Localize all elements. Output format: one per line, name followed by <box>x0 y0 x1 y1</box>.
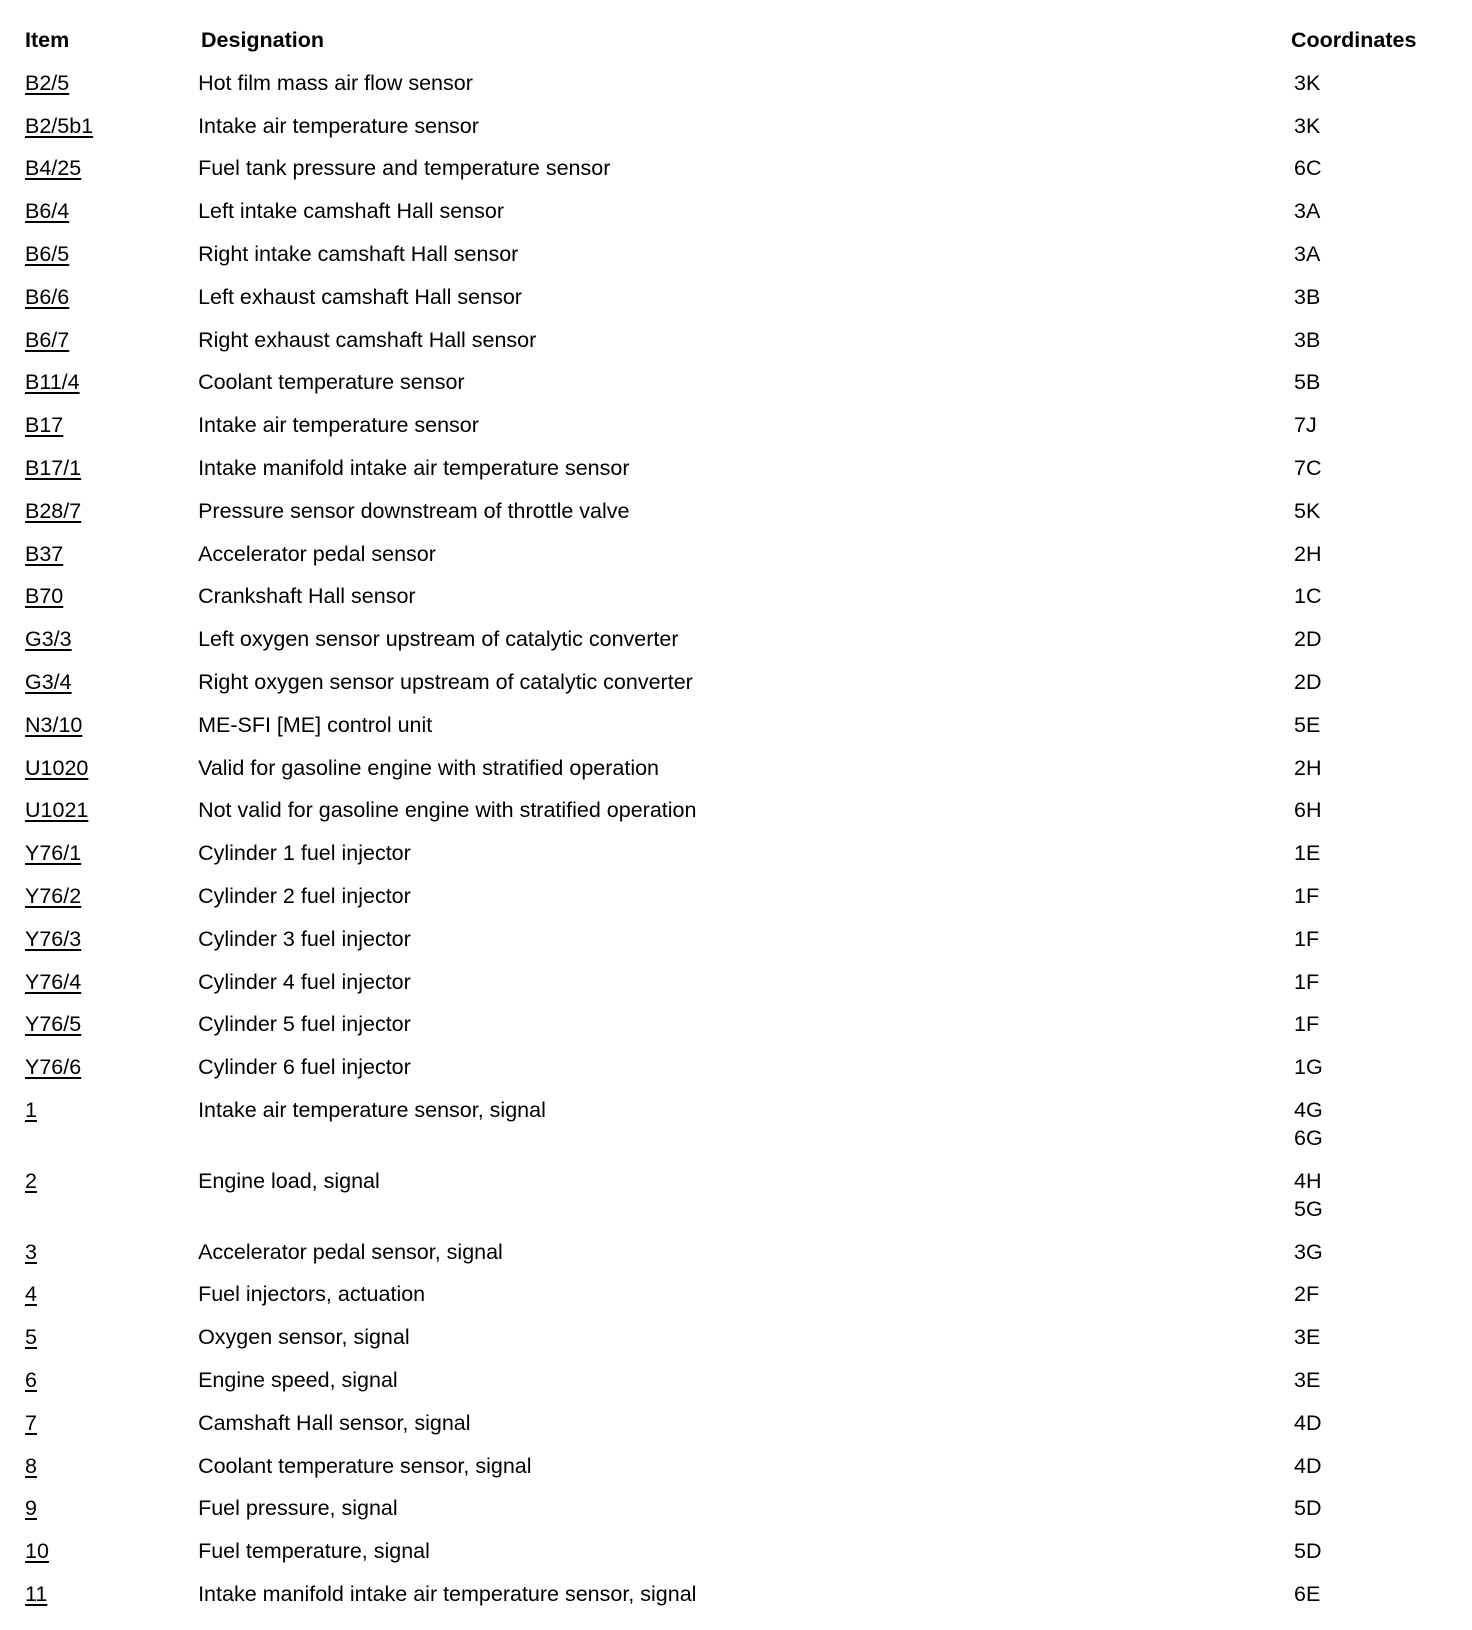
item-link[interactable]: N3/10 <box>25 712 83 737</box>
designation-cell: ME-SFI [ME] control unit <box>198 712 433 737</box>
item-link[interactable]: B28/7 <box>25 498 82 523</box>
designation-cell: Left exhaust camshaft Hall sensor <box>198 284 522 309</box>
table-row <box>0 1494 1472 1537</box>
item-link[interactable]: 1 <box>25 1097 37 1122</box>
coordinates-cell <box>1270 411 1472 439</box>
designation-cell: Intake air temperature sensor <box>198 413 479 438</box>
coordinates-cell <box>1270 1452 1472 1480</box>
coordinates-cell <box>1270 1494 1472 1522</box>
item-cell <box>0 1280 198 1308</box>
table-row <box>0 839 1472 882</box>
table-row <box>0 326 1472 369</box>
item-link[interactable]: Y76/3 <box>25 926 82 951</box>
coordinate-value: 4G <box>1294 1097 1323 1122</box>
designation-cell: Cylinder 2 fuel injector <box>198 883 411 908</box>
item-cell <box>0 1452 198 1480</box>
item-link[interactable]: U1021 <box>25 798 89 823</box>
item-link[interactable]: Y76/5 <box>25 1012 82 1037</box>
item-link[interactable]: U1020 <box>25 755 89 780</box>
item-cell <box>0 454 198 482</box>
item-link[interactable]: B70 <box>25 584 64 609</box>
table-row <box>0 1280 1472 1323</box>
coordinate-value: 2D <box>1294 669 1322 694</box>
designation-cell: Fuel tank pressure and temperature sensor <box>198 156 611 181</box>
table-row <box>0 240 1472 283</box>
coordinate-value: 2H <box>1294 541 1322 566</box>
coordinate-value: 5G <box>1294 1196 1323 1221</box>
item-cell <box>0 796 198 824</box>
table-row <box>0 197 1472 240</box>
item-cell <box>0 540 198 568</box>
legend-table <box>0 26 1472 1623</box>
coordinate-value: 2H <box>1294 755 1322 780</box>
item-link[interactable]: 7 <box>25 1410 37 1435</box>
table-row <box>0 925 1472 968</box>
designation-cell: Intake manifold intake air temperature sensor, signal <box>198 1581 697 1606</box>
table-row <box>0 754 1472 797</box>
item-cell <box>0 1366 198 1394</box>
table-row <box>0 1053 1472 1096</box>
coordinate-value: 6C <box>1294 156 1322 181</box>
item-cell <box>0 69 198 97</box>
item-link[interactable]: 8 <box>25 1453 37 1478</box>
coordinate-value: 2F <box>1294 1282 1320 1307</box>
coordinates-cell <box>1270 454 1472 482</box>
coordinate-value: 1C <box>1294 584 1322 609</box>
table-row <box>0 1323 1472 1366</box>
coordinates-cell <box>1270 796 1472 824</box>
header-designation: Designation <box>201 28 325 52</box>
item-link[interactable]: Y76/2 <box>25 883 82 908</box>
designation-cell: Not valid for gasoline engine with stratified operation <box>198 798 697 823</box>
table-row <box>0 711 1472 754</box>
designation-cell: Cylinder 3 fuel injector <box>198 926 411 951</box>
designation-cell: Fuel injectors, actuation <box>198 1282 426 1307</box>
designation-cell: Left intake camshaft Hall sensor <box>198 199 505 224</box>
coordinate-value: 1F <box>1294 1012 1320 1037</box>
item-cell <box>0 1580 198 1608</box>
item-cell <box>0 326 198 354</box>
item-cell <box>0 925 198 953</box>
item-cell <box>0 582 198 610</box>
table-row <box>0 454 1472 497</box>
designation-cell: Hot film mass air flow sensor <box>198 70 473 95</box>
coordinates-cell <box>1270 112 1472 140</box>
item-link[interactable]: B17/1 <box>25 455 82 480</box>
item-cell <box>0 283 198 311</box>
coordinates-cell <box>1270 283 1472 311</box>
designation-cell: Right oxygen sensor upstream of catalytic converter <box>198 669 693 694</box>
item-cell <box>0 1323 198 1351</box>
coordinate-value: 5D <box>1294 1496 1322 1521</box>
item-link[interactable]: Y76/4 <box>25 969 82 994</box>
item-link[interactable]: B6/5 <box>25 241 70 266</box>
item-link[interactable]: Y76/6 <box>25 1055 82 1080</box>
designation-cell: Right intake camshaft Hall sensor <box>198 241 519 266</box>
item-link[interactable]: Y76/1 <box>25 841 82 866</box>
coordinate-value: 2D <box>1294 627 1322 652</box>
coordinate-value: 5D <box>1294 1539 1322 1564</box>
table-row <box>0 1010 1472 1053</box>
item-link[interactable]: B6/6 <box>25 284 70 309</box>
item-link[interactable]: G3/4 <box>25 669 72 694</box>
designation-cell: Accelerator pedal sensor <box>198 541 436 566</box>
designation-cell: Intake air temperature sensor <box>198 113 479 138</box>
coordinates-cell <box>1270 1580 1472 1608</box>
coordinate-value: 6E <box>1294 1581 1321 1606</box>
table-header <box>0 26 1472 69</box>
coordinate-value: 1E <box>1294 841 1321 866</box>
coordinate-value: 3K <box>1294 113 1321 138</box>
item-cell <box>0 968 198 996</box>
table-row <box>0 668 1472 711</box>
coordinate-value: 4D <box>1294 1453 1322 1478</box>
designation-cell: Fuel pressure, signal <box>198 1496 398 1521</box>
coordinates-cell <box>1270 69 1472 97</box>
item-cell <box>0 711 198 739</box>
coordinate-value: 3E <box>1294 1325 1321 1350</box>
table-row <box>0 368 1472 411</box>
table-row <box>0 1409 1472 1452</box>
coordinate-value: 1F <box>1294 883 1320 908</box>
designation-cell: Engine load, signal <box>198 1168 380 1193</box>
item-link[interactable]: 6 <box>25 1367 37 1392</box>
designation-cell: Cylinder 6 fuel injector <box>198 1055 411 1080</box>
designation-cell: Right exhaust camshaft Hall sensor <box>198 327 537 352</box>
table-row <box>0 1238 1472 1281</box>
item-cell <box>0 154 198 182</box>
table-row <box>0 69 1472 112</box>
table-row <box>0 1537 1472 1580</box>
item-cell <box>0 497 198 525</box>
coordinate-value: 5E <box>1294 712 1321 737</box>
item-link[interactable]: 11 <box>25 1581 48 1606</box>
item-cell <box>0 839 198 867</box>
table-row <box>0 968 1472 1011</box>
item-cell <box>0 1494 198 1522</box>
item-link[interactable]: B6/7 <box>25 327 70 352</box>
item-cell <box>0 625 198 653</box>
designation-cell: Fuel temperature, signal <box>198 1539 430 1564</box>
item-cell <box>0 112 198 140</box>
coordinate-value: 7J <box>1294 413 1317 438</box>
coordinates-cell <box>1270 497 1472 525</box>
item-link[interactable]: B4/25 <box>25 156 82 181</box>
item-cell <box>0 240 198 268</box>
item-cell <box>0 1537 198 1565</box>
item-cell <box>0 668 198 696</box>
item-link[interactable]: G3/3 <box>25 627 72 652</box>
item-cell <box>0 1010 198 1038</box>
coordinates-cell <box>1270 1096 1472 1152</box>
coordinate-value: 6G <box>1294 1125 1323 1150</box>
designation-cell: Oxygen sensor, signal <box>198 1325 410 1350</box>
table-body <box>0 69 1472 1623</box>
coordinates-cell <box>1270 540 1472 568</box>
item-cell <box>0 1167 198 1223</box>
coordinate-value: 5K <box>1294 498 1321 523</box>
coordinate-value: 4H <box>1294 1168 1322 1193</box>
coordinates-cell <box>1270 968 1472 996</box>
coordinates-cell <box>1270 1323 1472 1351</box>
item-cell <box>0 1409 198 1437</box>
coordinate-value: 3K <box>1294 70 1321 95</box>
table-row <box>0 154 1472 197</box>
designation-cell: Intake manifold intake air temperature sensor <box>198 455 630 480</box>
coordinates-cell <box>1270 925 1472 953</box>
item-cell <box>0 754 198 782</box>
table-row <box>0 882 1472 925</box>
item-link[interactable]: B37 <box>25 541 64 566</box>
coordinate-value: 1F <box>1294 969 1320 994</box>
designation-cell: Coolant temperature sensor <box>198 370 465 395</box>
designation-cell: Left oxygen sensor upstream of catalytic converter <box>198 627 679 652</box>
coordinate-value: 7C <box>1294 455 1322 480</box>
table-row <box>0 283 1472 326</box>
item-link[interactable]: 2 <box>25 1168 37 1193</box>
coordinate-value: 1F <box>1294 926 1320 951</box>
table-row <box>0 1096 1472 1167</box>
item-link[interactable]: 3 <box>25 1239 37 1264</box>
coordinate-value: 3E <box>1294 1367 1321 1392</box>
item-cell <box>0 197 198 225</box>
coordinates-cell <box>1270 1537 1472 1565</box>
coordinates-cell <box>1270 1280 1472 1308</box>
header-item: Item <box>25 28 70 52</box>
coordinate-value: 6H <box>1294 798 1322 823</box>
header-coordinates: Coordinates <box>1291 28 1417 52</box>
table-row <box>0 540 1472 583</box>
table-row <box>0 411 1472 454</box>
item-link[interactable]: B11/4 <box>25 370 80 395</box>
coordinates-cell <box>1270 839 1472 867</box>
designation-cell: Coolant temperature sensor, signal <box>198 1453 532 1478</box>
item-cell <box>0 411 198 439</box>
coordinates-cell <box>1270 668 1472 696</box>
table-row <box>0 497 1472 540</box>
coordinates-cell <box>1270 326 1472 354</box>
coordinates-cell <box>1270 1366 1472 1394</box>
table-row <box>0 625 1472 668</box>
designation-cell: Cylinder 5 fuel injector <box>198 1012 411 1037</box>
item-cell <box>0 1053 198 1081</box>
coordinates-cell <box>1270 582 1472 610</box>
item-link[interactable]: B2/5 <box>25 70 70 95</box>
coordinates-cell <box>1270 754 1472 782</box>
table-row <box>0 1366 1472 1409</box>
coordinates-cell <box>1270 1010 1472 1038</box>
coordinates-cell <box>1270 1053 1472 1081</box>
item-link[interactable]: 10 <box>25 1539 49 1564</box>
item-cell <box>0 1096 198 1152</box>
item-cell <box>0 882 198 910</box>
table-row <box>0 1580 1472 1623</box>
coordinates-cell <box>1270 1238 1472 1266</box>
designation-cell: Engine speed, signal <box>198 1367 398 1392</box>
coordinate-value: 3A <box>1294 199 1321 224</box>
coordinates-cell <box>1270 240 1472 268</box>
designation-cell: Valid for gasoline engine with stratified operation <box>198 755 660 780</box>
item-link[interactable]: B6/4 <box>25 199 70 224</box>
designation-cell: Cylinder 1 fuel injector <box>198 841 411 866</box>
coordinate-value: 1G <box>1294 1055 1323 1080</box>
designation-cell: Cylinder 4 fuel injector <box>198 969 411 994</box>
designation-cell: Accelerator pedal sensor, signal <box>198 1239 503 1264</box>
item-link[interactable]: 9 <box>25 1496 37 1521</box>
coordinate-value: 5B <box>1294 370 1321 395</box>
table-row <box>0 1167 1472 1238</box>
coordinate-value: 3B <box>1294 327 1321 352</box>
item-link[interactable]: B2/5b1 <box>25 113 94 138</box>
designation-cell: Intake air temperature sensor, signal <box>198 1097 546 1122</box>
table-row <box>0 796 1472 839</box>
item-cell <box>0 368 198 396</box>
item-link[interactable]: 5 <box>25 1325 37 1350</box>
coordinates-cell <box>1270 1409 1472 1437</box>
coordinates-cell <box>1270 154 1472 182</box>
coordinate-value: 3G <box>1294 1239 1323 1264</box>
coordinate-value: 3A <box>1294 241 1321 266</box>
coordinate-value: 4D <box>1294 1410 1322 1435</box>
item-link[interactable]: B17 <box>25 413 64 438</box>
table-row <box>0 112 1472 155</box>
coordinates-cell <box>1270 711 1472 739</box>
designation-cell: Crankshaft Hall sensor <box>198 584 416 609</box>
item-cell <box>0 1238 198 1266</box>
item-link[interactable]: 4 <box>25 1282 37 1307</box>
table-row <box>0 1452 1472 1495</box>
designation-cell: Camshaft Hall sensor, signal <box>198 1410 471 1435</box>
coordinates-cell <box>1270 197 1472 225</box>
table-row <box>0 582 1472 625</box>
coordinates-cell <box>1270 625 1472 653</box>
designation-cell: Pressure sensor downstream of throttle valve <box>198 498 630 523</box>
coordinates-cell <box>1270 368 1472 396</box>
coordinate-value: 3B <box>1294 284 1321 309</box>
coordinates-cell <box>1270 882 1472 910</box>
coordinates-cell <box>1270 1167 1472 1223</box>
